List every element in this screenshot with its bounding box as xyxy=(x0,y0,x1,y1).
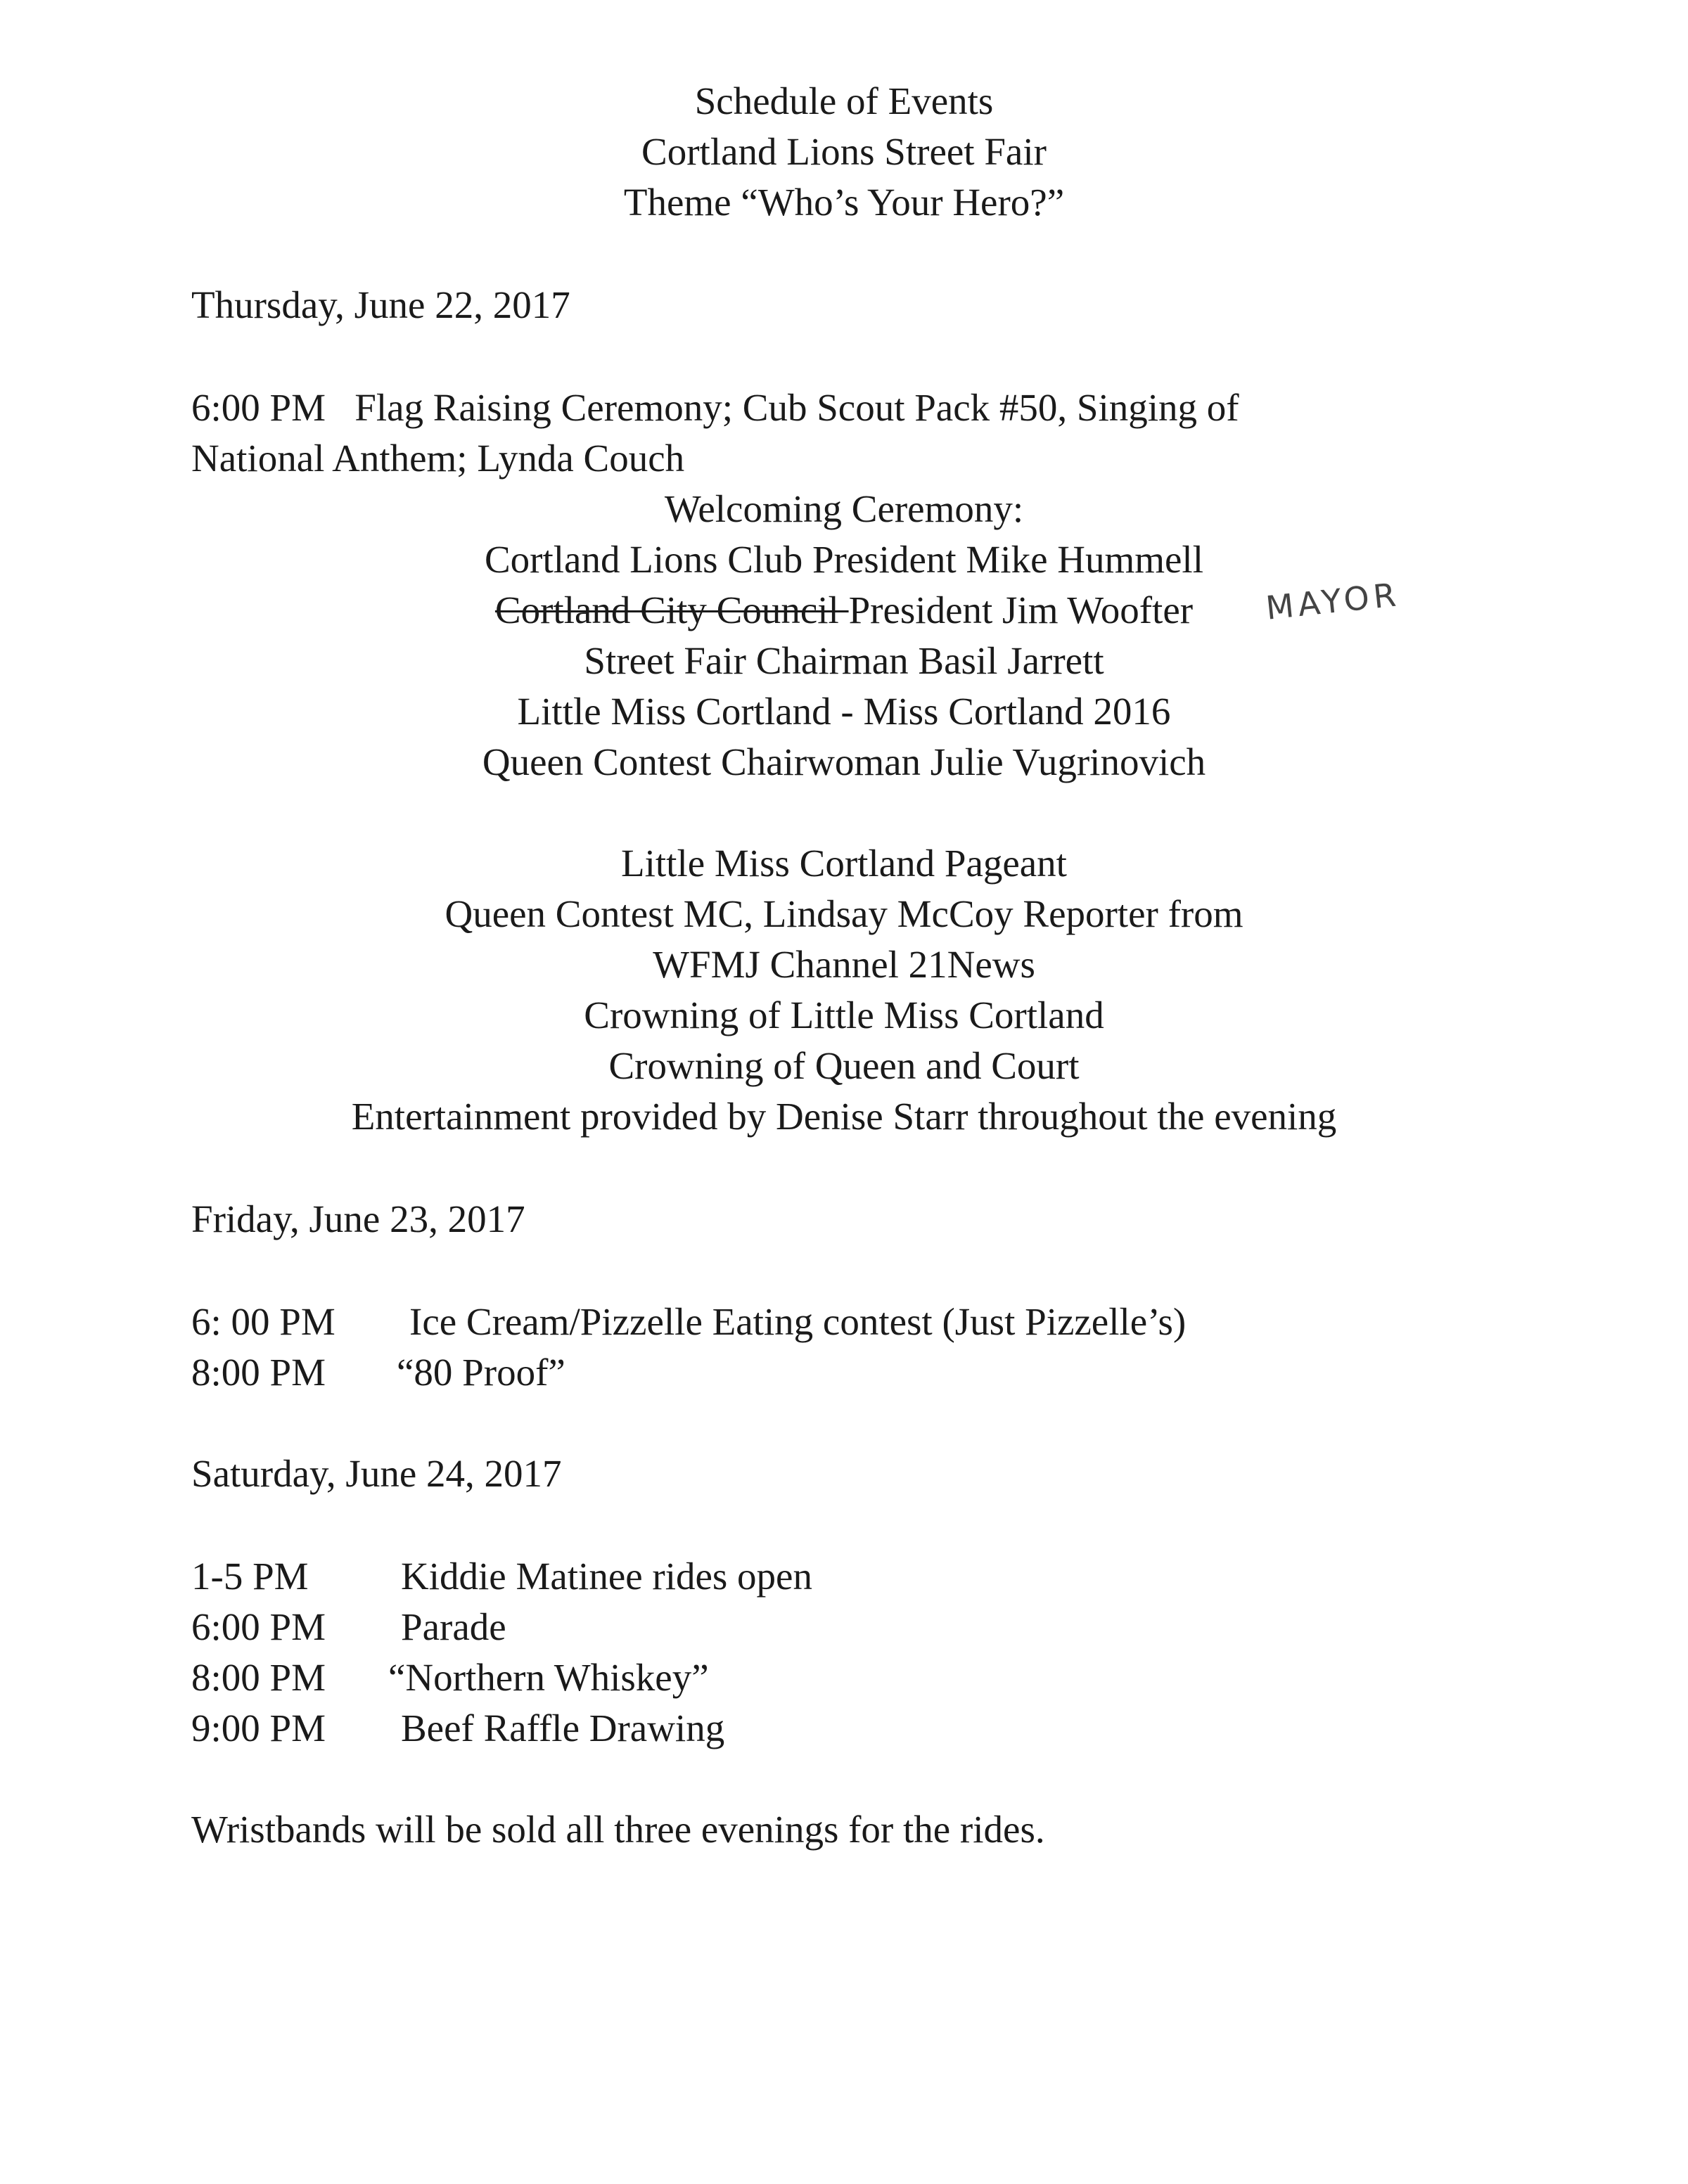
welcoming-line-1: Cortland Lions Club President Mike Hummell xyxy=(484,538,1203,581)
pageant-line-5: Crowning of Queen and Court xyxy=(608,1044,1080,1087)
friday-event-time: 6: 00 PM xyxy=(191,1300,335,1343)
saturday-event-time: 9:00 PM xyxy=(191,1707,326,1749)
saturday-event-name: “Northern Whiskey” xyxy=(388,1656,709,1699)
document-theme: Theme “Who’s Your Hero?” xyxy=(623,181,1065,224)
saturday-date: Saturday, June 24, 2017 xyxy=(191,1452,562,1495)
friday-event-name: “80 Proof” xyxy=(397,1351,565,1394)
welcoming-line-3: Street Fair Chairman Basil Jarrett xyxy=(584,639,1104,682)
saturday-event-name: Parade xyxy=(401,1605,506,1648)
welcoming-heading: Welcoming Ceremony: xyxy=(664,487,1024,530)
saturday-event-time: 8:00 PM xyxy=(191,1656,326,1699)
friday-date: Friday, June 23, 2017 xyxy=(191,1197,525,1240)
struck-text: Cortland City Council xyxy=(494,589,849,631)
saturday-event-time: 6:00 PM xyxy=(191,1605,326,1648)
handwritten-annotation: MAYOR xyxy=(1264,575,1402,627)
welcoming-line-5: Queen Contest Chairwoman Julie Vugrinovich xyxy=(482,740,1206,783)
saturday-event-name: Kiddie Matinee rides open xyxy=(401,1555,812,1598)
thursday-opening-line-2: National Anthem; Lynda Couch xyxy=(191,437,685,480)
pageant-line-6: Entertainment provided by Denise Starr throughout the evening xyxy=(351,1095,1337,1138)
friday-event-name: Ice Cream/Pizzelle Eating contest (Just Pizzelle’s) xyxy=(409,1300,1187,1343)
welcoming-line-2-rest: President Jim Woofter xyxy=(848,589,1194,631)
welcoming-line-2 xyxy=(0,588,1688,633)
thursday-opening-line xyxy=(191,385,1239,430)
document-subtitle: Cortland Lions Street Fair xyxy=(641,130,1047,173)
welcoming-line-4: Little Miss Cortland - Miss Cortland 2016 xyxy=(517,690,1171,733)
pageant-line-4: Crowning of Little Miss Cortland xyxy=(584,994,1104,1036)
wristband-note: Wristbands will be sold all three evenings for the rides. xyxy=(191,1808,1045,1851)
saturday-event-time: 1-5 PM xyxy=(191,1555,309,1598)
pageant-line-1: Little Miss Cortland Pageant xyxy=(621,842,1067,885)
document-title: Schedule of Events xyxy=(694,79,994,122)
saturday-event-name: Beef Raffle Drawing xyxy=(401,1707,725,1749)
pageant-line-3: WFMJ Channel 21News xyxy=(653,943,1035,986)
friday-event-time: 8:00 PM xyxy=(191,1351,326,1394)
pageant-line-2: Queen Contest MC, Lindsay McCoy Reporter from xyxy=(445,892,1243,935)
thursday-opening-time: 6:00 PM xyxy=(191,386,326,429)
thursday-opening-text: Flag Raising Ceremony; Cub Scout Pack #50, Singing of xyxy=(354,386,1239,429)
thursday-date: Thursday, June 22, 2017 xyxy=(191,283,570,326)
